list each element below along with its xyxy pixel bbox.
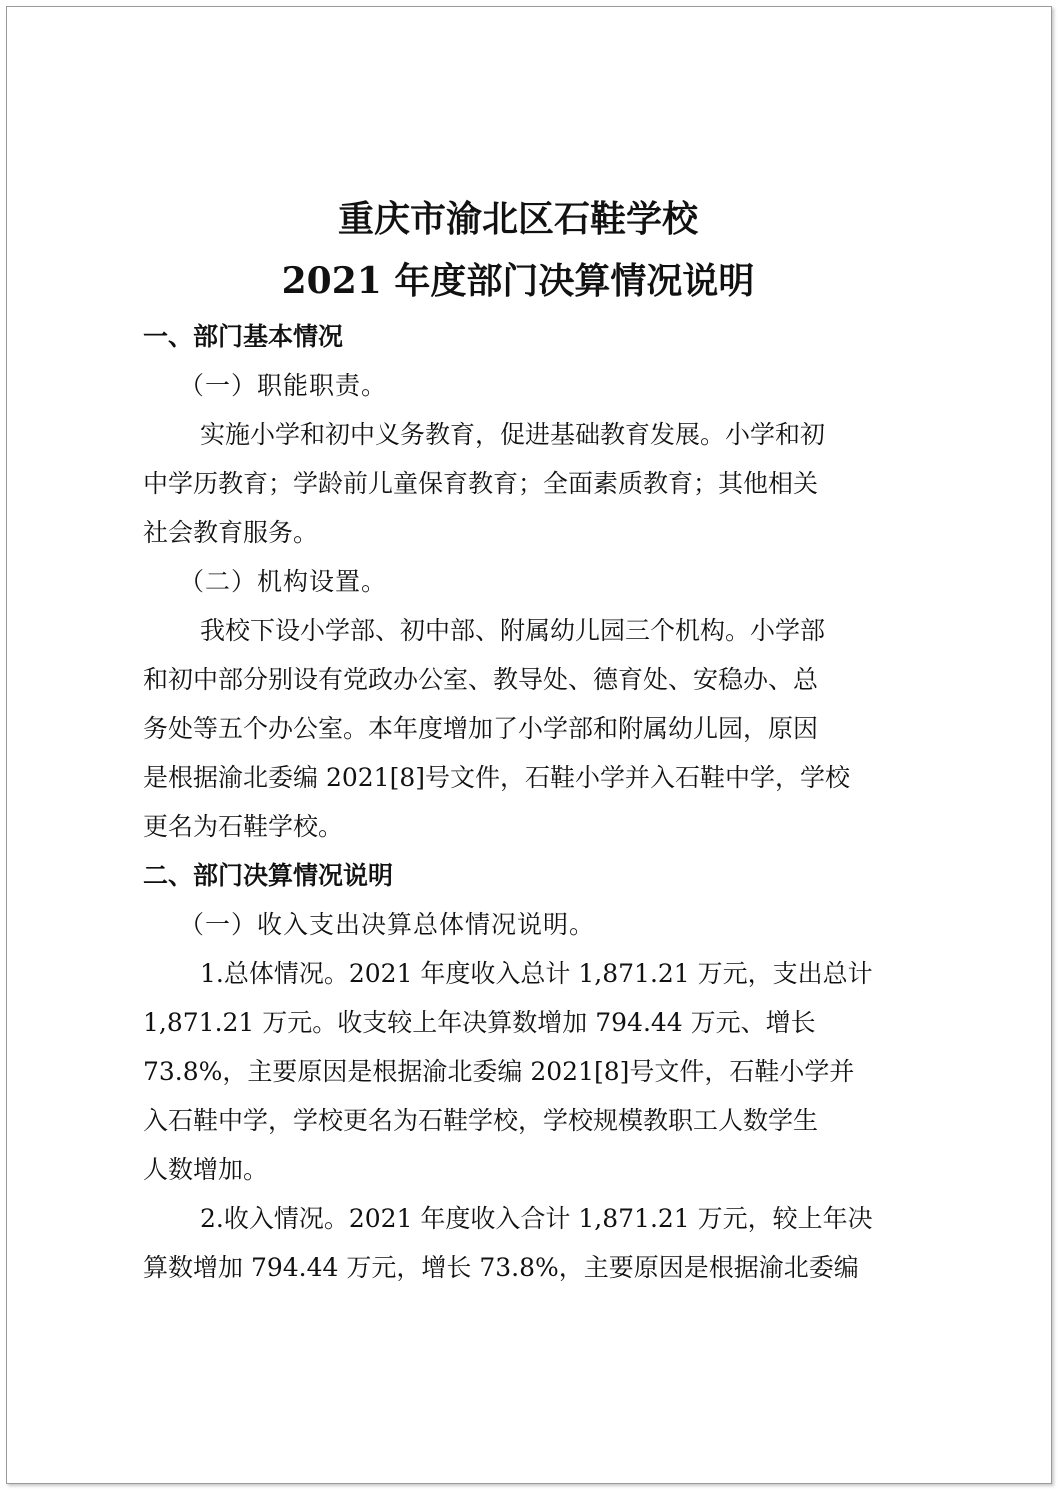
paragraph-line: 算数增加 794.44 万元，增长 73.8%，主要原因是根据渝北委编 — [143, 1253, 859, 1282]
paragraph-line: 和初中部分别设有党政办公室、教导处、德育处、安稳办、总 — [143, 665, 819, 694]
paragraph-line: 人数增加。 — [143, 1155, 269, 1184]
income-situation-paragraph — [143, 1194, 913, 1292]
duties-paragraph — [143, 410, 913, 557]
paragraph-line: 我校下设小学部、初中部、附属幼儿园三个机构。小学部 — [200, 616, 826, 645]
document-content — [143, 188, 913, 1292]
section-1-sub-2-heading: （二）机构设置。 — [179, 567, 388, 596]
section-1-heading: 一、部门基本情况 — [143, 322, 344, 351]
paragraph-line: 1.总体情况。2021 年度收入总计 1,871.21 万元，支出总计 — [200, 959, 873, 988]
paragraph-line: 中学历教育；学龄前儿童保育教育；全面素质教育；其他相关 — [143, 469, 819, 498]
paragraph-line: 更名为石鞋学校。 — [143, 812, 344, 841]
document-title-line-1: 重庆市渝北区石鞋学校 — [337, 198, 698, 240]
paragraph-line: 入石鞋中学，学校更名为石鞋学校，学校规模教职工人数学生 — [143, 1106, 819, 1135]
section-1-sub-1-heading: （一）职能职责。 — [179, 371, 388, 400]
paragraph-line: 2.收入情况。2021 年度收入合计 1,871.21 万元，较上年决 — [200, 1204, 873, 1233]
paragraph-line: 是根据渝北委编 2021[8]号文件，石鞋小学并入石鞋中学，学校 — [143, 763, 850, 792]
section-2-sub-1-heading: （一）收入支出决算总体情况说明。 — [179, 910, 596, 939]
paragraph-line: 1,871.21 万元。收支较上年决算数增加 794.44 万元、增长 — [143, 1008, 816, 1037]
document-title-line-2: 2021 年度部门决算情况说明 — [281, 260, 755, 302]
organization-paragraph — [143, 606, 913, 851]
section-2-heading: 二、部门决算情况说明 — [143, 861, 394, 890]
paragraph-line: 实施小学和初中义务教育，促进基础教育发展。小学和初 — [200, 420, 826, 449]
paragraph-line: 社会教育服务。 — [143, 518, 319, 547]
overall-situation-paragraph — [143, 949, 913, 1194]
paragraph-line: 务处等五个办公室。本年度增加了小学部和附属幼儿园，原因 — [143, 714, 819, 743]
paragraph-line: 73.8%，主要原因是根据渝北委编 2021[8]号文件，石鞋小学并 — [143, 1057, 855, 1086]
